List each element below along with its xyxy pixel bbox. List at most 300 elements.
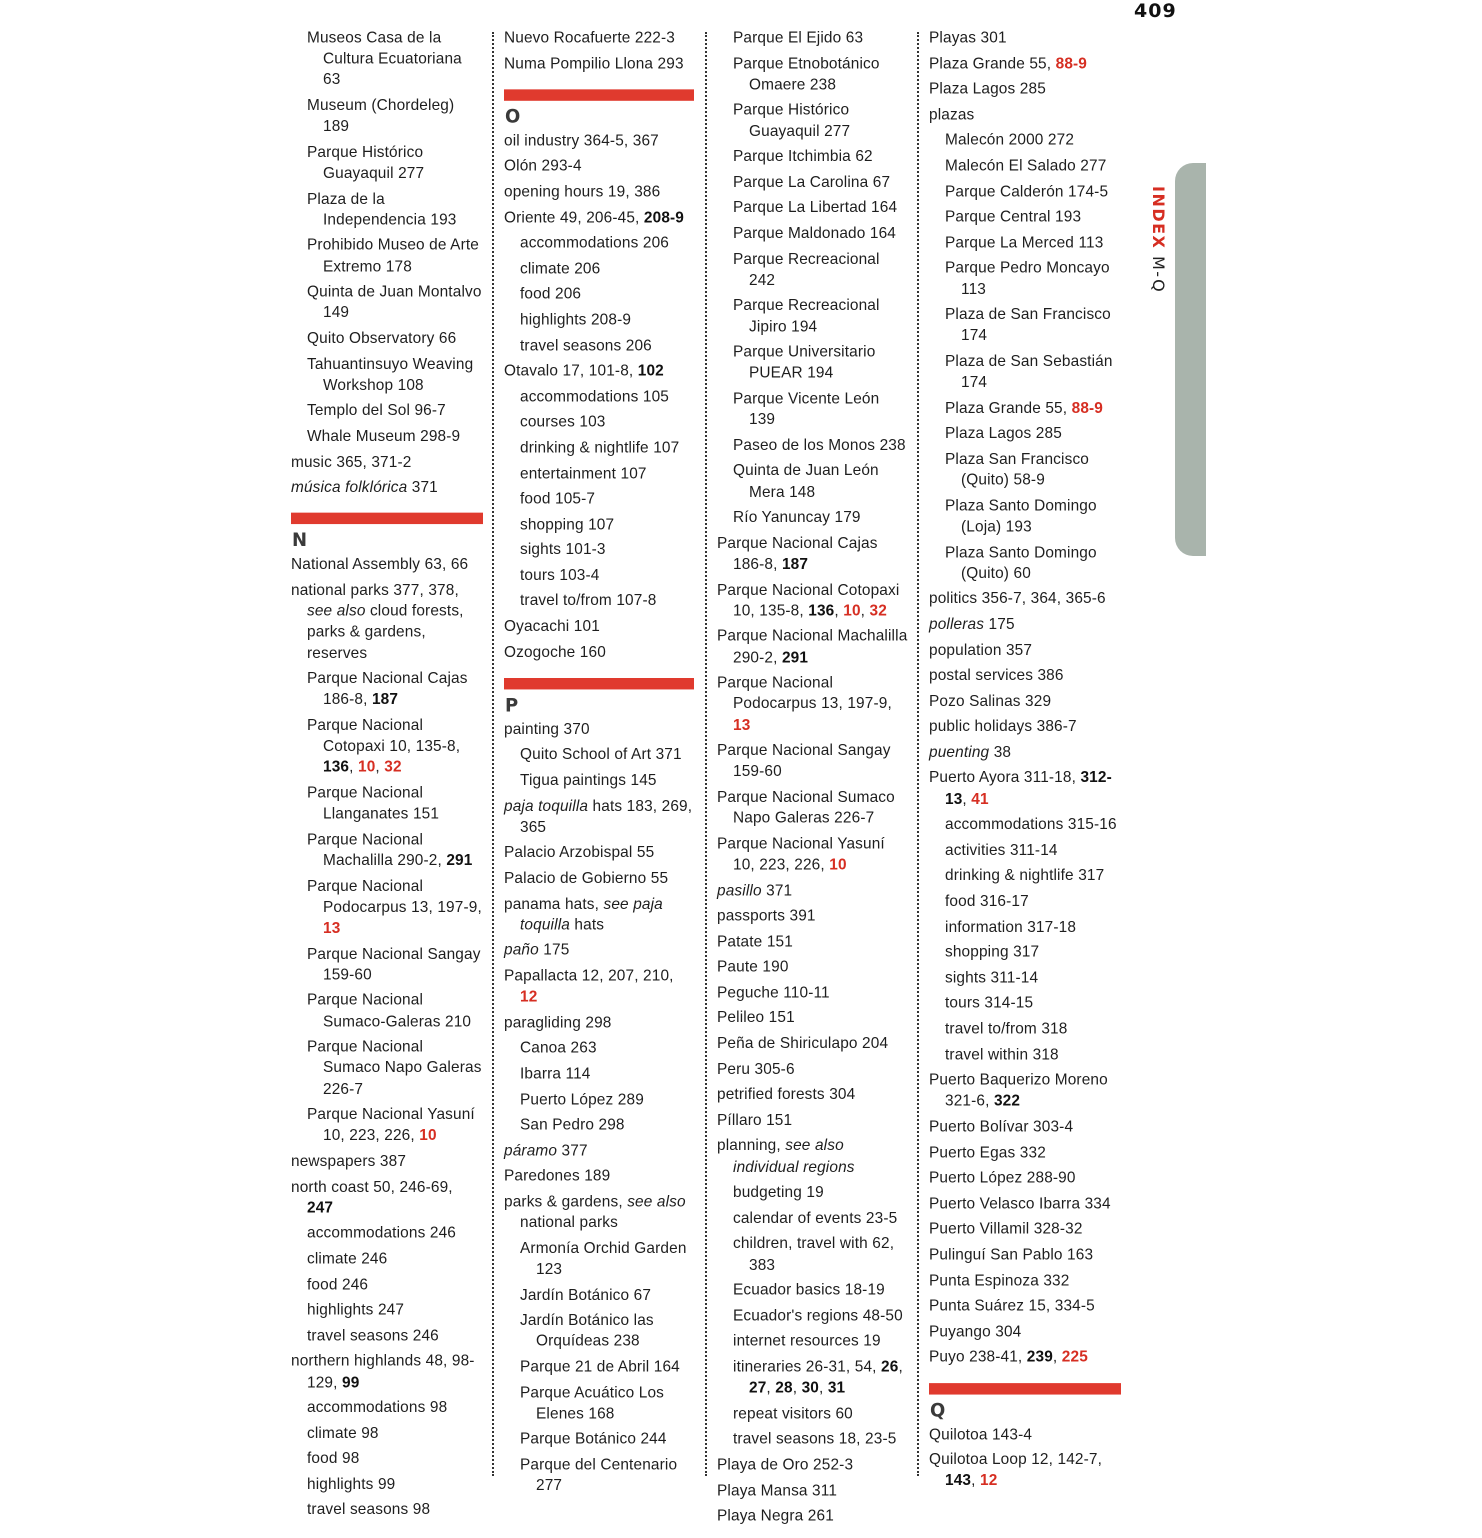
index-subentry [929,181,1121,202]
entry-text: Parque Nacional Machalilla 290-2, [717,627,908,667]
entry-text: travel seasons 246 [307,1326,439,1345]
page-ref-map: 10 [843,601,861,620]
page-ref-bold: 291 [781,648,809,667]
index-entry [929,589,1121,610]
index-subentry [929,866,1121,887]
page-ref-map: 225 [1061,1348,1088,1366]
entry-text: Parque Histórico Guayaquil 277 [733,101,851,140]
index-entry [504,966,694,1008]
entry-text: Plaza de la Independencia 193 [307,189,457,229]
entry-text: Parque Calderón 174-5 [945,182,1109,201]
index-subentry [291,1500,483,1521]
entry-text: climate 206 [520,259,601,278]
entry-text: Paredones 189 [504,1167,611,1185]
index-subentry [291,401,483,422]
index-subentry [929,917,1121,938]
entry-text: Peru 305-6 [717,1060,795,1079]
index-entry [504,894,694,936]
index-subentry [929,233,1121,254]
index-entry [504,182,694,203]
index-subentry [504,1357,694,1378]
page-ref-bold: 136 [808,601,835,620]
entry-text: accommodations 105 [520,387,669,406]
section-letter: O [505,105,521,128]
index-entry [717,1085,909,1106]
section-letter: N [292,529,308,552]
entry-text: Playa Mansa 311 [717,1481,838,1500]
index-subentry [929,496,1121,538]
entry-text: parks & gardens, [504,1192,628,1211]
section-letter: P [505,694,519,717]
page-ref-map: 88-9 [1055,54,1088,73]
index-subentry [929,942,1121,963]
index-entry [504,361,694,382]
index-subentry [504,1383,694,1425]
index-entry [929,1450,1121,1492]
entry-text: Parque Nacional Sumaco-Galeras 210 [307,991,472,1031]
index-entry [291,555,483,576]
index-subentry [291,329,483,350]
entry-text: Puerto López 289 [520,1090,644,1109]
entry-text: tours 314-15 [945,994,1034,1013]
index-subentry [291,354,483,396]
entry-text: Parque Botánico 244 [520,1430,667,1448]
entry-text: Numa Pompilio Llona 293 [504,54,684,73]
entry-text: travel seasons 98 [307,1501,431,1519]
index-subentry [504,233,694,254]
index-subentry [291,669,483,711]
index-entry [504,1013,694,1034]
section-header [504,89,694,127]
index-entry [717,673,909,736]
index-subentry [717,1306,909,1327]
side-tab-range: M-Q [1149,255,1168,294]
index-subentry [291,28,483,91]
entry-text: newspapers 387 [291,1152,407,1170]
index-entry [717,1034,909,1055]
index-subentry [929,351,1121,393]
entry-text: Parque Central 193 [945,208,1082,226]
index-subentry [291,1037,483,1100]
page-ref-bold: 208-9 [643,208,685,227]
entry-text: repeat visitors 60 [733,1404,853,1423]
page-ref-map: 10 [358,758,376,777]
index-subentry [504,438,694,459]
entry-text: tours 103-4 [520,566,600,585]
index-subentry [504,1038,694,1059]
index-entry [929,691,1121,712]
index-entry [291,1177,483,1219]
page-ref-map: 12 [520,988,538,1006]
entry-text: food 105-7 [520,489,596,508]
index-subentry [291,235,483,277]
entry-text: Parque La Merced 113 [945,233,1104,252]
index-subentry [504,566,694,587]
entry-text: , [962,789,972,808]
side-tab-label [1140,186,1168,306]
index-column-2 [504,28,694,1538]
index-subentry [291,1223,483,1244]
index-column-3 [717,28,909,1538]
entry-text: Parque Nacional Machalilla 290-2, [307,830,447,870]
index-subentry [504,310,694,331]
page-ref-bold: 291 [446,851,473,870]
page-ref-map: 10 [419,1126,437,1145]
index-subentry [929,994,1121,1015]
index-subentry [504,259,694,280]
index-subentry [504,514,694,535]
side-tab-index-word: INDEX [1149,186,1168,250]
entry-text: Olón 293-4 [504,157,582,176]
index-column-1 [291,28,483,1538]
index-subentry [504,335,694,356]
index-subentry [291,426,483,447]
entry-text: Parque Nacional Sumaco Napo Galeras 226-7 [307,1037,482,1098]
entry-text: Plaza Santo Domingo (Quito) 60 [945,543,1097,583]
entry-text: northern highlands 48, 98-129, [291,1352,475,1391]
index-entry [929,1168,1121,1189]
index-entry [504,941,694,962]
entry-text: , [818,1379,828,1397]
entry-text: Punta Suárez 15, 334-5 [929,1296,1095,1315]
entry-text: postal services 386 [929,666,1064,685]
index-entry [504,796,694,838]
index-subentry [291,1475,483,1496]
index-subentry [291,876,483,939]
index-entry [929,54,1121,75]
index-entry [929,1347,1121,1368]
entry-text: sights 311-14 [945,969,1039,987]
index-entry [929,1270,1121,1291]
index-subentry [291,1105,483,1147]
entry-text: Palacio de Gobierno 55 [504,869,669,888]
index-subentry [504,540,694,561]
index-subentry [717,296,909,338]
entry-text: planning, [717,1137,786,1155]
entry-text: música folklórica [291,478,408,497]
page-ref-map: 88-9 [1071,399,1104,417]
entry-text: hats [569,915,605,934]
entry-text: Quinta de Juan León Mera 148 [733,462,879,501]
entry-text: Río Yanuncay 179 [733,508,861,527]
section-bar [929,1383,1121,1394]
index-subentry [504,1310,694,1352]
index-subentry [717,1183,909,1204]
entry-text: Parque Pedro Moncayo 113 [945,259,1110,298]
entry-text: painting 370 [504,720,590,739]
entry-text: see also [627,1192,686,1211]
entry-text: Puerto Baquerizo Moreno 321-6, [929,1071,1108,1111]
entry-text: Prohibido Museo de Arte Extremo 178 [307,236,479,276]
entry-text: opening hours 19, 386 [504,182,661,201]
page-ref-map: 13 [733,715,751,734]
index-entry [929,1219,1121,1240]
index-entry [504,207,694,228]
index-entry [929,666,1121,687]
entry-text: children, travel with 62, 383 [733,1234,895,1274]
page-ref-map: 32 [384,758,402,777]
entry-text: Parque Recreacional 242 [733,250,880,289]
section-bar [504,678,694,689]
index-subentry [291,1326,483,1347]
index-subentry [717,223,909,244]
entry-text: Playa de Oro 252-3 [717,1455,854,1474]
entry-text: puenting [929,743,990,762]
index-subentry [504,1089,694,1110]
index-subentry [929,815,1121,836]
entry-text: Papallacta 12, 207, 210, [504,967,674,985]
entry-text: travel seasons 18, 23-5 [733,1430,897,1449]
index-subentry [929,542,1121,584]
entry-text: public holidays 386-7 [929,717,1077,736]
index-entry [929,742,1121,763]
entry-text: Quilotoa 143-4 [929,1425,1033,1443]
index-entry [717,1110,909,1131]
page-ref-bold: 28 [775,1379,793,1397]
index-entry [717,834,909,876]
index-subentry [929,130,1121,151]
index-entry [291,580,483,664]
entry-text: food 316-17 [945,892,1029,910]
entry-text: páramo [504,1141,558,1160]
index-entry [929,79,1121,100]
entry-text: Parque Nacional Cotopaxi 10, 135-8, [717,580,900,620]
entry-text: Parque Histórico Guayaquil 277 [307,143,425,182]
entry-text: Peña de Shiriculapo 204 [717,1034,889,1053]
column-divider [492,32,494,1476]
entry-text: Parque Vicente León 139 [733,389,880,429]
entry-text: accommodations 246 [307,1224,456,1243]
entry-text: sights 101-3 [520,541,606,559]
entry-text: entertainment 107 [520,464,647,482]
entry-text: , [898,1358,903,1376]
index-subentry [291,944,483,986]
index-subentry [717,198,909,219]
page-ref-bold: 187 [781,555,809,573]
entry-text: food 206 [520,285,582,303]
entry-text: north coast 50, 246-69, [291,1177,453,1196]
entry-text: highlights 99 [307,1475,396,1494]
index-subentry [717,1404,909,1425]
entry-text: Quito School of Art 371 [520,746,682,764]
entry-text: Quinta de Juan Montalvo 149 [307,282,482,322]
entry-text: Puerto Villamil 328-32 [929,1220,1083,1238]
entry-text: Parque del Centenario 277 [520,1455,678,1495]
entry-text: Parque Nacional Cajas 186-8, [717,534,878,573]
index-subentry [291,830,483,872]
entry-text: drinking & nightlife 107 [520,438,680,457]
index-subentry [717,1208,909,1229]
index-subentry [291,783,483,825]
entry-text: Puerto Bolívar 303-4 [929,1117,1074,1136]
entry-text: travel to/from 107-8 [520,592,657,610]
entry-text: travel within 318 [945,1045,1059,1064]
entry-text: Parque El Ejido 63 [733,29,864,47]
page-ref-map: 32 [869,601,887,620]
index-subentry [291,189,483,231]
entry-text: Parque Nacional Yasuní 10, 223, 226, [307,1105,475,1145]
entry-text: travel to/from 318 [945,1020,1068,1038]
entry-text: paja toquilla [504,797,589,815]
entry-text: Plaza de San Sebastián 174 [945,352,1113,392]
entry-text: cloud forests, parks & gardens, reserves [307,602,464,662]
entry-text: San Pedro 298 [520,1116,625,1134]
index-subentry [929,156,1121,177]
entry-text: Jardín Botánico 67 [520,1285,652,1304]
index-entry [504,1166,694,1187]
index-subentry [504,412,694,433]
entry-text: population 357 [929,641,1033,659]
entry-text: Parque Nacional Llanganates 151 [307,784,440,823]
page-ref-bold: 136 [323,758,350,777]
entry-text: , [1052,1348,1062,1366]
entry-text: music 365, 371-2 [291,452,412,471]
entry-text: 371 [761,881,793,900]
entry-text: , [766,1379,776,1397]
entry-text: 38 [989,743,1012,762]
index-subentry [717,1429,909,1450]
entry-text: Patate 151 [717,932,793,951]
index-entry [504,28,694,49]
index-entry [717,1136,909,1178]
entry-text: highlights 247 [307,1301,405,1319]
entry-text: Otavalo 17, 101-8, [504,361,638,380]
column-divider [705,32,707,1476]
entry-text: Ecuador's regions 48-50 [733,1307,903,1325]
entry-text: 371 [407,478,438,497]
index-subentry [929,449,1121,491]
index-subentry [717,435,909,456]
entry-text: Parque La Carolina 67 [733,173,891,192]
index-subentry [504,1455,694,1497]
page-ref-bold: 99 [341,1373,360,1391]
entry-text: Parque Nacional Yasuní 10, 223, 226, [717,834,885,874]
entry-text: national parks [520,1213,618,1232]
entry-text: Malecón 2000 272 [945,131,1075,150]
index-subentry [291,1398,483,1419]
entry-text: Pulinguí San Pablo 163 [929,1245,1094,1264]
index-entry [717,983,909,1004]
index-entry [929,105,1121,126]
index-entry [929,1296,1121,1317]
entry-text: Quilotoa Loop 12, 142-7, [929,1450,1103,1469]
index-entry [929,768,1121,810]
entry-text: paragliding 298 [504,1013,612,1032]
index-subentry [717,1280,909,1301]
index-subentry [929,424,1121,445]
entry-text: Parque Etnobotánico Omaere 238 [733,54,880,94]
index-entry [291,477,483,498]
index-entry [504,131,694,152]
page-ref-bold: 247 [307,1198,334,1217]
index-entry [929,1424,1121,1445]
entry-text: calendar of events 23-5 [733,1209,898,1227]
entry-text: Museos Casa de la Cultura Ecuatoriana 63 [307,29,462,89]
entry-text: food 98 [307,1449,360,1468]
page-ref-map: 10 [829,855,847,874]
entry-text: accommodations 98 [307,1398,448,1417]
index-entry [504,719,694,740]
index-subentry [717,461,909,503]
entry-text: Paute 190 [717,958,789,976]
entry-text: highlights 208-9 [520,310,632,329]
index-subentry [291,1423,483,1444]
entry-text: Playas 301 [929,29,1007,47]
entry-text: panama hats, [504,894,604,913]
index-entry [291,1351,483,1393]
index-subentry [291,1274,483,1295]
page-ref-bold: 143 [945,1471,972,1490]
entry-text: Puerto Velasco Ibarra 334 [929,1194,1111,1213]
index-entry [929,614,1121,635]
entry-text: politics 356-7, 364, 365-6 [929,589,1106,608]
index-subentry [291,715,483,778]
entry-text: Pozo Salinas 329 [929,692,1052,710]
index-column-4 [929,28,1121,1538]
page-ref-map: 13 [323,919,341,937]
entry-text: Parque Acuático Los Elenes 168 [520,1383,665,1423]
entry-text: Tahuantinsuyo Weaving Workshop 108 [307,355,474,394]
index-entry [717,1506,909,1527]
section-bar [504,89,694,100]
index-entry [717,931,909,952]
entry-text: , [834,601,844,620]
entry-text: petrified forests 304 [717,1085,856,1104]
entry-text: Whale Museum 298-9 [307,427,461,446]
entry-text: pasillo [717,881,762,900]
entry-text: Parque Nacional Cajas 186-8, [307,669,468,709]
index-subentry [717,28,909,49]
index-subentry [717,389,909,431]
page-ref-bold: 30 [801,1379,819,1397]
entry-text: 175 [538,941,570,960]
index-entry [717,1480,909,1501]
entry-text: hats 183, 269, 365 [520,797,693,836]
entry-text: Malecón El Salado 277 [945,156,1107,175]
entry-text: plazas [929,105,975,124]
index-subentry [291,142,483,184]
entry-text: oil industry 364-5, 367 [504,131,659,150]
entry-text: travel seasons 206 [520,336,652,355]
index-subentry [504,1115,694,1136]
entry-text: Palacio Arzobispal 55 [504,843,655,862]
index-entry [504,617,694,638]
entry-text: Plaza Lagos 285 [945,424,1062,443]
entry-text: Puerto Ayora 311-18, [929,768,1081,787]
index-entry [717,741,909,783]
entry-text: Plaza Grande 55, [945,399,1072,417]
page-ref-bold: 31 [827,1379,846,1397]
index-entry [717,533,909,575]
entry-text: 175 [984,615,1015,634]
index-subentry [929,968,1121,989]
index-subentry [291,1449,483,1470]
entry-text: , [792,1379,802,1397]
entry-text: Plaza San Francisco (Quito) 58-9 [945,450,1089,489]
entry-text: Pelileo 151 [717,1009,795,1027]
index-entry [717,1059,909,1080]
index-subentry [717,249,909,291]
index-entry [504,868,694,889]
index-entry [504,156,694,177]
page-ref-bold: 26 [881,1358,899,1376]
index-subentry [717,1332,909,1353]
entry-text: information 317-18 [945,917,1077,936]
entry-text: Plaza Grande 55, [929,54,1056,73]
index-entry [717,957,909,978]
entry-text: , [971,1471,980,1490]
page-ref-bold: 27 [749,1379,767,1397]
